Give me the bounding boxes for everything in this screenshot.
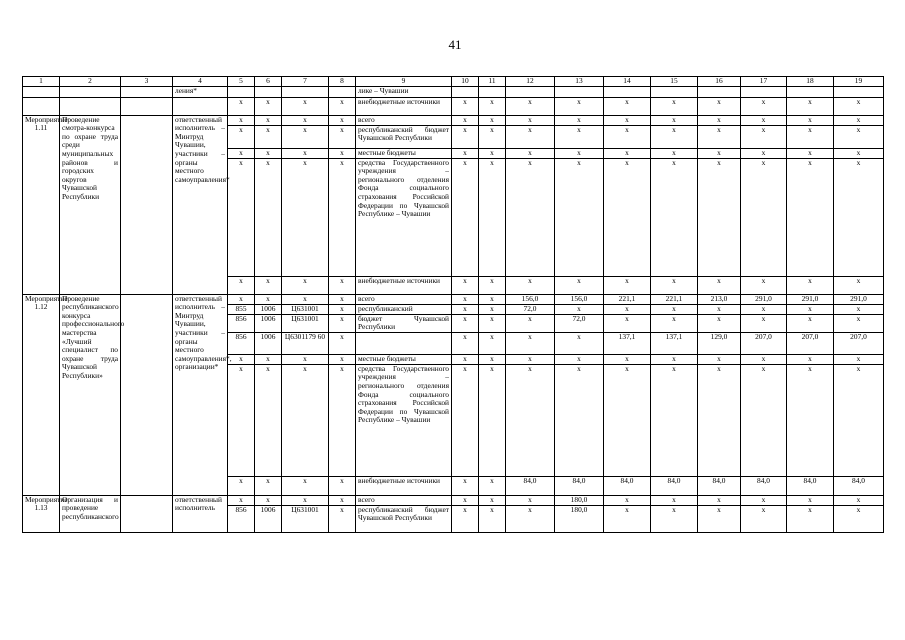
value-cell: x bbox=[604, 125, 651, 148]
value-cell: x bbox=[651, 505, 698, 532]
value-cell: Ц631001 bbox=[282, 304, 329, 314]
measure-name: Организация и проведение республиканского bbox=[60, 495, 121, 532]
value-cell: x bbox=[282, 125, 329, 148]
measure-executor: ответственный исполнитель – Минтруд Чувашии, участники – органы местного самоуправления*, организации* bbox=[173, 294, 228, 495]
value-cell: 84,0 bbox=[787, 476, 834, 495]
program-table bbox=[22, 76, 884, 533]
value-cell: x bbox=[787, 495, 834, 505]
value-cell: x bbox=[834, 354, 884, 364]
value-cell: x bbox=[452, 148, 479, 158]
value-cell: x bbox=[555, 276, 604, 294]
value-cell: x bbox=[452, 364, 479, 476]
value-cell: 84,0 bbox=[698, 476, 741, 495]
value-cell: 856 bbox=[228, 332, 255, 354]
value-cell: 180,0 bbox=[555, 495, 604, 505]
value-cell: 291,0 bbox=[787, 294, 834, 304]
value-cell: x bbox=[834, 125, 884, 148]
empty-cell bbox=[121, 86, 173, 97]
col-num: 12 bbox=[506, 77, 555, 87]
value-cell: x bbox=[555, 97, 604, 115]
value-cell: x bbox=[787, 158, 834, 276]
table-row bbox=[23, 115, 884, 125]
value-cell: x bbox=[506, 332, 555, 354]
value-cell: Ц631001 bbox=[282, 505, 329, 532]
value-cell: x bbox=[604, 364, 651, 476]
empty-cell bbox=[698, 86, 741, 97]
value-cell: x bbox=[741, 304, 787, 314]
value-cell: x bbox=[604, 158, 651, 276]
value-cell: 84,0 bbox=[555, 476, 604, 495]
value-cell: x bbox=[479, 97, 506, 115]
funding-source bbox=[356, 332, 452, 354]
value-cell: x bbox=[741, 158, 787, 276]
col-num: 14 bbox=[604, 77, 651, 87]
value-cell: x bbox=[479, 476, 506, 495]
value-cell: 856 bbox=[228, 314, 255, 332]
value-cell: x bbox=[255, 364, 282, 476]
value-cell: x bbox=[604, 304, 651, 314]
value-cell: x bbox=[329, 505, 356, 532]
value-cell: x bbox=[741, 115, 787, 125]
value-cell: x bbox=[329, 495, 356, 505]
value-cell: x bbox=[479, 364, 506, 476]
value-cell: x bbox=[506, 115, 555, 125]
value-cell: x bbox=[741, 495, 787, 505]
value-cell: x bbox=[255, 148, 282, 158]
value-cell: x bbox=[651, 125, 698, 148]
value-cell: x bbox=[452, 354, 479, 364]
value-cell: x bbox=[329, 294, 356, 304]
value-cell: x bbox=[506, 364, 555, 476]
value-cell: x bbox=[282, 495, 329, 505]
funding-source: лике – Чувашии bbox=[356, 86, 452, 97]
value-cell: x bbox=[834, 276, 884, 294]
value-cell: x bbox=[698, 276, 741, 294]
funding-source: всего bbox=[356, 495, 452, 505]
value-cell: 84,0 bbox=[741, 476, 787, 495]
value-cell: x bbox=[506, 158, 555, 276]
value-cell: x bbox=[329, 314, 356, 332]
value-cell: x bbox=[228, 97, 255, 115]
value-cell: 156,0 bbox=[555, 294, 604, 304]
value-cell: x bbox=[479, 158, 506, 276]
col-num: 18 bbox=[787, 77, 834, 87]
value-cell: x bbox=[452, 476, 479, 495]
value-cell: x bbox=[452, 294, 479, 304]
value-cell: 213,0 bbox=[698, 294, 741, 304]
value-cell: x bbox=[255, 495, 282, 505]
value-cell: x bbox=[329, 364, 356, 476]
value-cell: x bbox=[651, 158, 698, 276]
empty-cell bbox=[787, 86, 834, 97]
funding-source: республиканский бюджет Чувашской Республики bbox=[356, 505, 452, 532]
executor-fragment: ления* bbox=[173, 86, 228, 97]
measure-label: Мероприятие 1.13 bbox=[23, 495, 60, 532]
col-num: 8 bbox=[329, 77, 356, 87]
value-cell: x bbox=[506, 97, 555, 115]
value-cell: x bbox=[228, 148, 255, 158]
col3-cell bbox=[121, 115, 173, 294]
value-cell: x bbox=[604, 148, 651, 158]
col-num: 5 bbox=[228, 77, 255, 87]
table-row bbox=[23, 86, 884, 97]
measure-name: Проведение республиканского конкурса профессионального мастерства «Лучший специалист по охране труда Чувашской Республики» bbox=[60, 294, 121, 495]
value-cell: x bbox=[555, 304, 604, 314]
value-cell: x bbox=[255, 354, 282, 364]
funding-source: всего bbox=[356, 115, 452, 125]
value-cell: x bbox=[255, 294, 282, 304]
value-cell: x bbox=[787, 354, 834, 364]
value-cell: x bbox=[834, 304, 884, 314]
value-cell: 1006 bbox=[255, 332, 282, 354]
value-cell: x bbox=[228, 125, 255, 148]
measure-executor: ответственный исполнитель bbox=[173, 495, 228, 532]
value-cell: 137,1 bbox=[604, 332, 651, 354]
value-cell: x bbox=[555, 364, 604, 476]
value-cell: x bbox=[555, 125, 604, 148]
col-num: 7 bbox=[282, 77, 329, 87]
value-cell: x bbox=[506, 148, 555, 158]
value-cell: x bbox=[741, 97, 787, 115]
value-cell: x bbox=[329, 125, 356, 148]
value-cell: x bbox=[834, 148, 884, 158]
column-number-row bbox=[23, 77, 884, 87]
value-cell: x bbox=[651, 276, 698, 294]
value-cell: x bbox=[604, 97, 651, 115]
value-cell: x bbox=[834, 158, 884, 276]
funding-source: средства Государственного учреждения – регионального отделения Фонда социального страхования Российской Федерации по Чувашской Республике – Чувашии bbox=[356, 158, 452, 276]
value-cell: x bbox=[452, 505, 479, 532]
col3-cell bbox=[121, 495, 173, 532]
table-row bbox=[23, 294, 884, 304]
value-cell: x bbox=[651, 495, 698, 505]
value-cell: x bbox=[651, 354, 698, 364]
value-cell: x bbox=[255, 158, 282, 276]
value-cell: x bbox=[452, 115, 479, 125]
value-cell: x bbox=[282, 276, 329, 294]
value-cell: x bbox=[282, 364, 329, 476]
col-num: 10 bbox=[452, 77, 479, 87]
empty-cell bbox=[604, 86, 651, 97]
value-cell: x bbox=[787, 276, 834, 294]
empty-cell bbox=[228, 86, 255, 97]
value-cell: x bbox=[479, 294, 506, 304]
value-cell: x bbox=[604, 314, 651, 332]
value-cell: x bbox=[834, 495, 884, 505]
value-cell: x bbox=[834, 364, 884, 476]
value-cell: x bbox=[698, 314, 741, 332]
value-cell: x bbox=[698, 495, 741, 505]
value-cell: x bbox=[555, 115, 604, 125]
value-cell: x bbox=[651, 115, 698, 125]
value-cell: x bbox=[834, 97, 884, 115]
value-cell: x bbox=[741, 125, 787, 148]
value-cell: x bbox=[555, 158, 604, 276]
empty-cell bbox=[255, 86, 282, 97]
empty-cell bbox=[506, 86, 555, 97]
value-cell: x bbox=[329, 332, 356, 354]
value-cell: x bbox=[228, 276, 255, 294]
empty-cell bbox=[479, 86, 506, 97]
empty-cell bbox=[60, 97, 121, 115]
value-cell: x bbox=[604, 354, 651, 364]
col3-cell bbox=[121, 294, 173, 495]
value-cell: x bbox=[555, 354, 604, 364]
value-cell: x bbox=[787, 97, 834, 115]
value-cell: x bbox=[506, 276, 555, 294]
value-cell: 84,0 bbox=[651, 476, 698, 495]
value-cell: x bbox=[228, 115, 255, 125]
value-cell: x bbox=[698, 304, 741, 314]
empty-cell bbox=[555, 86, 604, 97]
value-cell: x bbox=[604, 276, 651, 294]
value-cell: 180,0 bbox=[555, 505, 604, 532]
continuation-block bbox=[23, 86, 884, 115]
value-cell: x bbox=[698, 354, 741, 364]
funding-source: республиканский бюджет Чувашской Республики bbox=[356, 125, 452, 148]
value-cell: x bbox=[651, 364, 698, 476]
value-cell: 855 bbox=[228, 304, 255, 314]
value-cell: 207,0 bbox=[741, 332, 787, 354]
value-cell: x bbox=[479, 148, 506, 158]
value-cell: x bbox=[329, 115, 356, 125]
value-cell: x bbox=[651, 148, 698, 158]
value-cell: x bbox=[479, 115, 506, 125]
value-cell: x bbox=[787, 115, 834, 125]
value-cell: x bbox=[329, 276, 356, 294]
value-cell: x bbox=[452, 332, 479, 354]
measure-name: Проведение смотра-конкурса по охране труда среди муниципальных районов и городских округов Чувашской Республики bbox=[60, 115, 121, 294]
empty-cell bbox=[452, 86, 479, 97]
funding-source: всего bbox=[356, 294, 452, 304]
table-row bbox=[23, 495, 884, 505]
value-cell: x bbox=[255, 115, 282, 125]
value-cell: x bbox=[555, 332, 604, 354]
value-cell: 84,0 bbox=[506, 476, 555, 495]
value-cell: x bbox=[698, 158, 741, 276]
value-cell: x bbox=[452, 276, 479, 294]
value-cell: x bbox=[506, 505, 555, 532]
value-cell: 291,0 bbox=[834, 294, 884, 304]
value-cell: x bbox=[555, 148, 604, 158]
col-num: 11 bbox=[479, 77, 506, 87]
value-cell: x bbox=[228, 495, 255, 505]
value-cell: x bbox=[479, 304, 506, 314]
measure-1-11-block bbox=[23, 115, 884, 294]
value-cell: x bbox=[255, 276, 282, 294]
value-cell: x bbox=[787, 364, 834, 476]
value-cell: x bbox=[255, 97, 282, 115]
value-cell: x bbox=[787, 304, 834, 314]
value-cell: x bbox=[741, 148, 787, 158]
col-num: 9 bbox=[356, 77, 452, 87]
value-cell: x bbox=[329, 158, 356, 276]
value-cell: 156,0 bbox=[506, 294, 555, 304]
value-cell: x bbox=[698, 125, 741, 148]
value-cell: x bbox=[282, 97, 329, 115]
value-cell: x bbox=[329, 304, 356, 314]
empty-cell bbox=[834, 86, 884, 97]
table-row bbox=[23, 97, 884, 115]
value-cell: x bbox=[741, 364, 787, 476]
page-number: 41 bbox=[448, 37, 462, 52]
value-cell: 1006 bbox=[255, 314, 282, 332]
value-cell: x bbox=[834, 115, 884, 125]
value-cell: x bbox=[698, 115, 741, 125]
value-cell: x bbox=[452, 158, 479, 276]
value-cell: x bbox=[787, 505, 834, 532]
value-cell: x bbox=[651, 97, 698, 115]
funding-source: внебюджетные источники bbox=[356, 97, 452, 115]
value-cell: 221,1 bbox=[604, 294, 651, 304]
value-cell: 207,0 bbox=[787, 332, 834, 354]
funding-source: местные бюджеты bbox=[356, 148, 452, 158]
value-cell: x bbox=[506, 354, 555, 364]
value-cell: x bbox=[741, 276, 787, 294]
value-cell: 1006 bbox=[255, 505, 282, 532]
value-cell: x bbox=[651, 304, 698, 314]
value-cell: x bbox=[329, 97, 356, 115]
measure-label: Мероприятие 1.12 bbox=[23, 294, 60, 495]
value-cell: x bbox=[452, 125, 479, 148]
funding-source: средства Государственного учреждения – регионального отделения Фонда социального страхования Российской Федерации по Чувашской Республике – Чувашии bbox=[356, 364, 452, 476]
col-num: 3 bbox=[121, 77, 173, 87]
col-num: 4 bbox=[173, 77, 228, 87]
value-cell: x bbox=[255, 125, 282, 148]
value-cell: x bbox=[228, 354, 255, 364]
value-cell: x bbox=[255, 476, 282, 495]
value-cell: 137,1 bbox=[651, 332, 698, 354]
empty-cell bbox=[282, 86, 329, 97]
value-cell: 72,0 bbox=[555, 314, 604, 332]
value-cell: x bbox=[479, 495, 506, 505]
value-cell: x bbox=[479, 125, 506, 148]
value-cell: 221,1 bbox=[651, 294, 698, 304]
value-cell: Ц6301179 60 bbox=[282, 332, 329, 354]
col-num: 2 bbox=[60, 77, 121, 87]
value-cell: 84,0 bbox=[604, 476, 651, 495]
measure-label: Мероприятие 1.11 bbox=[23, 115, 60, 294]
funding-source: местные бюджеты bbox=[356, 354, 452, 364]
measure-1-12-block bbox=[23, 294, 884, 495]
value-cell: x bbox=[604, 495, 651, 505]
value-cell: x bbox=[329, 476, 356, 495]
value-cell: x bbox=[834, 314, 884, 332]
value-cell: x bbox=[698, 364, 741, 476]
value-cell: x bbox=[282, 294, 329, 304]
value-cell: x bbox=[787, 314, 834, 332]
value-cell: x bbox=[329, 354, 356, 364]
value-cell: x bbox=[479, 314, 506, 332]
value-cell: 72,0 bbox=[506, 304, 555, 314]
value-cell: x bbox=[452, 495, 479, 505]
value-cell: x bbox=[452, 304, 479, 314]
value-cell: x bbox=[604, 505, 651, 532]
value-cell: x bbox=[282, 476, 329, 495]
empty-cell bbox=[121, 97, 173, 115]
empty-cell bbox=[741, 86, 787, 97]
value-cell: x bbox=[282, 354, 329, 364]
col-num: 6 bbox=[255, 77, 282, 87]
value-cell: x bbox=[787, 125, 834, 148]
value-cell: x bbox=[741, 505, 787, 532]
funding-source: республиканский bbox=[356, 304, 452, 314]
empty-cell bbox=[23, 86, 60, 97]
value-cell: x bbox=[698, 148, 741, 158]
value-cell: 1006 bbox=[255, 304, 282, 314]
empty-cell bbox=[23, 97, 60, 115]
value-cell: x bbox=[834, 505, 884, 532]
value-cell: x bbox=[228, 476, 255, 495]
value-cell: x bbox=[228, 158, 255, 276]
value-cell: 84,0 bbox=[834, 476, 884, 495]
col-num: 13 bbox=[555, 77, 604, 87]
measure-1-13-block bbox=[23, 495, 884, 532]
value-cell: x bbox=[604, 115, 651, 125]
value-cell: x bbox=[741, 314, 787, 332]
value-cell: x bbox=[329, 148, 356, 158]
funding-source: внебюджетные источники bbox=[356, 476, 452, 495]
value-cell: x bbox=[651, 314, 698, 332]
value-cell: x bbox=[282, 158, 329, 276]
value-cell: 129,0 bbox=[698, 332, 741, 354]
value-cell: Ц631001 bbox=[282, 314, 329, 332]
value-cell: x bbox=[452, 97, 479, 115]
value-cell: 207,0 bbox=[834, 332, 884, 354]
value-cell: x bbox=[698, 505, 741, 532]
value-cell: x bbox=[741, 354, 787, 364]
value-cell: x bbox=[479, 354, 506, 364]
value-cell: x bbox=[479, 505, 506, 532]
value-cell: x bbox=[787, 148, 834, 158]
value-cell: x bbox=[228, 364, 255, 476]
col-num: 17 bbox=[741, 77, 787, 87]
measure-executor: ответственный исполнитель – Минтруд Чувашии, участники – органы местного самоуправления* bbox=[173, 115, 228, 294]
empty-cell bbox=[173, 97, 228, 115]
col-num: 19 bbox=[834, 77, 884, 87]
value-cell: x bbox=[698, 97, 741, 115]
empty-cell bbox=[329, 86, 356, 97]
value-cell: x bbox=[452, 314, 479, 332]
value-cell: x bbox=[479, 276, 506, 294]
col-num: 1 bbox=[23, 77, 60, 87]
value-cell: x bbox=[282, 115, 329, 125]
value-cell: 291,0 bbox=[741, 294, 787, 304]
value-cell: x bbox=[506, 314, 555, 332]
value-cell: x bbox=[282, 148, 329, 158]
empty-cell bbox=[60, 86, 121, 97]
value-cell: 856 bbox=[228, 505, 255, 532]
value-cell: x bbox=[228, 294, 255, 304]
value-cell: x bbox=[506, 125, 555, 148]
funding-source: бюджет Чувашской Республики bbox=[356, 314, 452, 332]
col-num: 15 bbox=[651, 77, 698, 87]
empty-cell bbox=[651, 86, 698, 97]
col-num: 16 bbox=[698, 77, 741, 87]
value-cell: x bbox=[479, 332, 506, 354]
funding-source: внебюджетные источники bbox=[356, 276, 452, 294]
value-cell: x bbox=[506, 495, 555, 505]
